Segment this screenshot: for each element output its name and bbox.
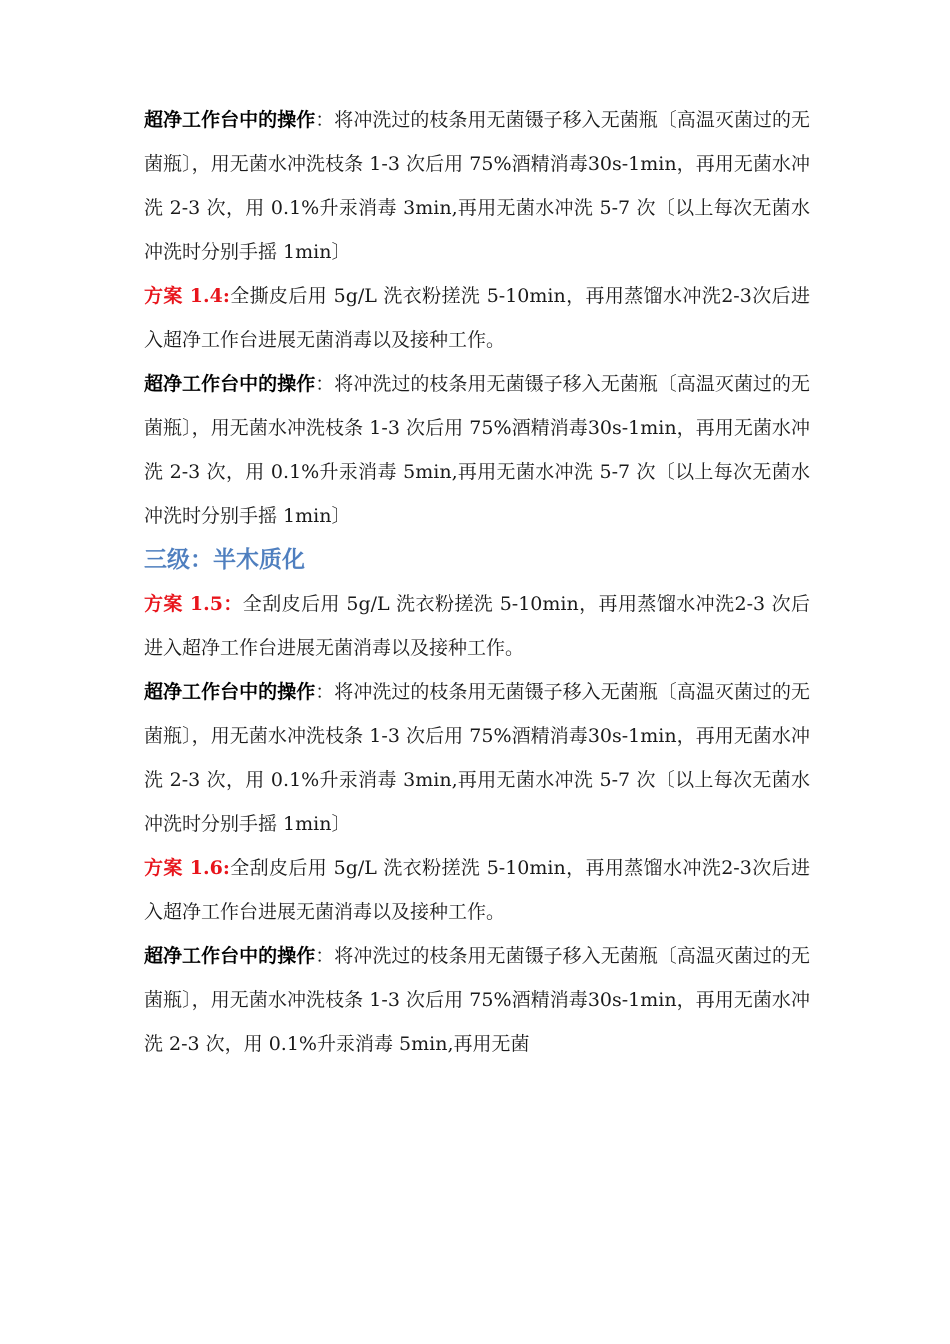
operation-label: 超净工作台中的操作: [144, 109, 316, 131]
paragraph-text: 全刮皮后用 5g/L 洗衣粉搓洗 5-10min，再用蒸馏水冲洗2-3 次后进入超净工作台进展无菌消毒以及接种工作。: [144, 593, 811, 659]
scheme-paragraph-1-4: [144, 274, 810, 362]
scheme-label: 方案 1.6:: [144, 857, 230, 879]
label-separator: ：: [315, 681, 335, 703]
paragraph-text: 将冲洗过的枝条用无菌镊子移入无菌瓶〔高温灭菌过的无菌瓶〕，用无菌水冲洗枝条 1-3 次后用 75%酒精消毒30s-1min，再用无菌水冲洗 2-3 次，用 0.1%升汞消毒 3min,再用无菌水冲洗 5-7 次〔以上每次无菌水冲洗时分别手摇 1min〕: [144, 681, 810, 835]
operation-paragraph-4: [144, 934, 810, 1066]
paragraph-text: 全刮皮后用 5g/L 洗衣粉搓洗 5-10min，再用蒸馏水冲洗2-3次后进入超净工作台进展无菌消毒以及接种工作。: [144, 857, 810, 923]
document-body: [144, 98, 810, 1066]
label-separator: ：: [315, 109, 335, 131]
scheme-label: 方案 1.4:: [144, 285, 230, 307]
scheme-label: 方案 1.5：: [144, 593, 243, 615]
label-separator: ：: [315, 945, 335, 967]
operation-paragraph-3: [144, 670, 810, 846]
paragraph-text: 将冲洗过的枝条用无菌镊子移入无菌瓶〔高温灭菌过的无菌瓶〕，用无菌水冲洗枝条 1-3 次后用 75%酒精消毒30s-1min，再用无菌水冲洗 2-3 次，用 0.1%升汞消毒 5min,再用无菌: [144, 945, 810, 1055]
section-heading: 三级：半木质化: [144, 547, 305, 573]
operation-label: 超净工作台中的操作: [144, 945, 316, 967]
paragraph-text: 将冲洗过的枝条用无菌镊子移入无菌瓶〔高温灭菌过的无菌瓶〕，用无菌水冲洗枝条 1-3 次后用 75%酒精消毒30s-1min，再用无菌水冲洗 2-3 次，用 0.1%升汞消毒 3min,再用无菌水冲洗 5-7 次〔以上每次无菌水冲洗时分别手摇 1min〕: [144, 109, 810, 263]
operation-paragraph-1: [144, 98, 810, 274]
operation-paragraph-2: [144, 362, 810, 538]
scheme-paragraph-1-5: [144, 582, 810, 670]
paragraph-text: 全撕皮后用 5g/L 洗衣粉搓洗 5-10min，再用蒸馏水冲洗2-3次后进入超净工作台进展无菌消毒以及接种工作。: [144, 285, 810, 351]
paragraph-text: 将冲洗过的枝条用无菌镊子移入无菌瓶〔高温灭菌过的无菌瓶〕，用无菌水冲洗枝条 1-3 次后用 75%酒精消毒30s-1min，再用无菌水冲洗 2-3 次，用 0.1%升汞消毒 5min,再用无菌水冲洗 5-7 次〔以上每次无菌水冲洗时分别手摇 1min〕: [144, 373, 810, 527]
operation-label: 超净工作台中的操作: [144, 681, 316, 703]
scheme-paragraph-1-6: [144, 846, 810, 934]
label-separator: ：: [315, 373, 335, 395]
operation-label: 超净工作台中的操作: [144, 373, 316, 395]
